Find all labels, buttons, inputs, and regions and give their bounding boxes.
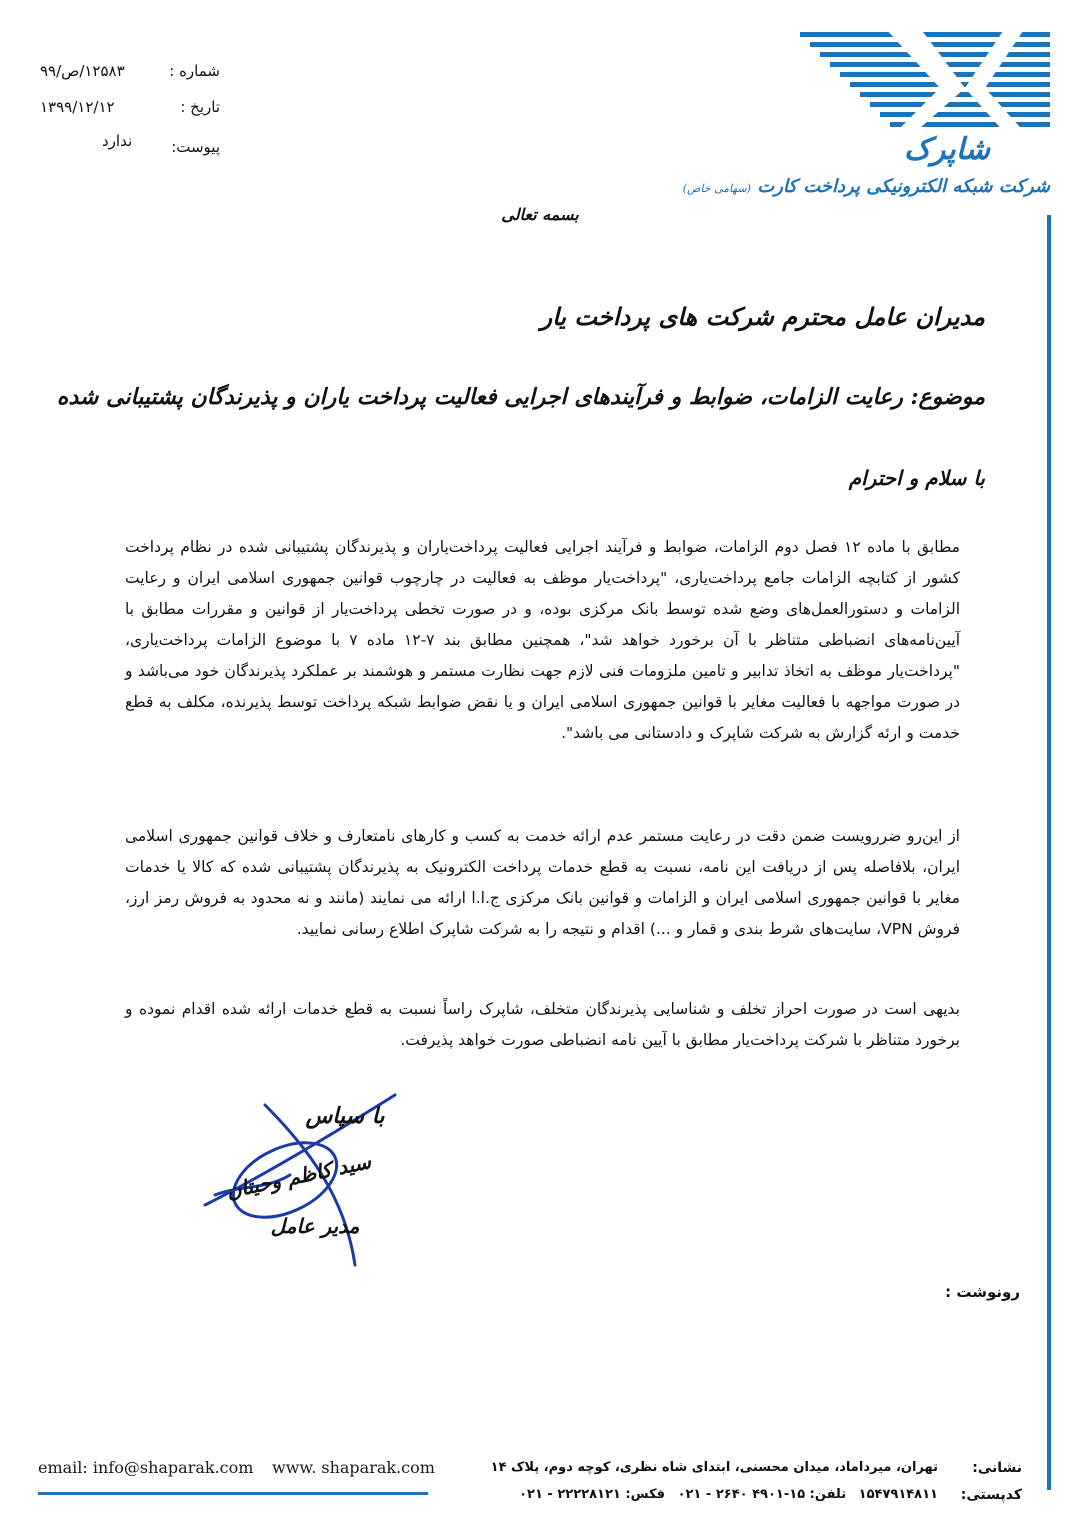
footer-postal-code: ۱۵۴۷۹۱۴۸۱۱ (858, 1487, 938, 1502)
date-label: تاریخ : (180, 98, 220, 116)
footer-phone: تلفن: ۱۵-۴۹۰۱ ۲۶۴۰ - ۰۲۱ (677, 1487, 847, 1502)
salutation: با سلام و احترام (848, 466, 985, 490)
number-value: ۱۲۵۸۳/ص/۹۹ (40, 62, 125, 80)
attachment-label: پیوست: (171, 138, 220, 156)
letter-date (20, 98, 220, 128)
logo-company-name (683, 176, 1050, 197)
subject: موضوع: رعایت الزامات، ضوابط و فرآیندهای اجرایی فعالیت پرداخت یاران و پذیرندگان پشتیبانی شده (56, 384, 985, 410)
footer-address: تهران، میرداماد، میدان محسنی، ابتدای شاه نظری، کوچه دوم، پلاک ۱۴ (490, 1460, 938, 1475)
signature-thanks: با سپاس (305, 1103, 385, 1129)
signature-title: مدیر عامل (270, 1214, 360, 1238)
attachment-value: ندارد (102, 132, 133, 150)
logo-company-note: (سهامی خاص) (682, 182, 751, 195)
footer-rule (38, 1492, 428, 1495)
logo-company-text: شرکت شبکه الکترونیکی پرداخت کارت (757, 176, 1050, 197)
body-paragraph: از این‌رو ضررویست ضمن دقت در رعایت مستمر عدم ارائه خدمت به کسب و کارهای نامتعارف و خلاف قوانین جمهوری اسلامی ایران، بلافاصله پس از دریافت این نامه، نسبت به قطع خدمات پرداخت الکترونیک به پذیرندگان پشتیبانی شده که کالا یا خدمات مغایر با قوانین جمهوری اسلامی ایران و الزامات و قوانین بانک مرکزی ج.ا.ا ارائه می نمایند (مانند و نه محدود به فروش رمز ارز، فروش VPN، سایت‌های شرط بندی و قمار و ...) اقدام و نتیجه را به شرکت شاپرک اطلاع رسانی نمایید. (125, 827, 960, 938)
footer-postal-label: کدپستی: (960, 1487, 1022, 1503)
shaparak-logo (682, 28, 1050, 203)
signature (195, 1085, 415, 1275)
body-paragraph: بدیهی است در صورت احراز تخلف و شناسایی پذیرندگان متخلف، شاپرک راساً نسبت به قطع خدمات ارائه شده اقدام نموده و برخورد متناظر با شرکت پرداخت‌یار مطابق با آیین نامه انضباطی صورت خواهد پذیرفت. (125, 1000, 960, 1049)
letter-attachment (20, 132, 220, 168)
logo-stripes-icon (790, 28, 1050, 148)
footer-email[interactable]: email: info@shaparak.com (38, 1458, 254, 1477)
invocation: بسمه تعالی (501, 205, 579, 224)
recipient: مدیران عامل محترم شرکت های پرداخت یار (540, 302, 985, 331)
footer-website[interactable]: www. shaparak.com (272, 1458, 435, 1477)
footer-fax: فکس: ۲۲۲۲۸۱۲۱ - ۰۲۱ (519, 1487, 666, 1502)
footer-contact (511, 1487, 938, 1502)
number-label: شماره : (169, 62, 220, 80)
date-value: ۱۳۹۹/۱۲/۱۲ (40, 98, 115, 116)
letter-number (20, 62, 220, 92)
body-paragraph: مطابق با ماده ۱۲ فصل دوم الزامات، ضوابط و فرآیند اجرایی فعالیت پرداخت‌یاران و پذیرندگان پشتیبانی شده در نظام پرداخت کشور از کتابچه الزامات جامع پرداخت‌یاری، "پرداخت‌یار موظف به فعالیت در چارچوب قوانین جمهوری اسلامی ایران و رعایت الزامات و دستورالعمل‌های وضع شده توسط بانک مرکزی بوده، و در صورت تخطی پرداخت‌یار از قوانین و مقررات مطابق با آیین‌نامه‌های انضباطی متناظر با آن برخورد خواهد شد"، همچنین مطابق بند ۷-۱۲ ماده ۷ با موضوع الزامات پرداخت‌یاری، "پرداخت‌یار موظف به اتخاذ تدابیر و تامین ملزومات فنی لازم جهت نظارت مستمر و هوشمند بر عملکرد پذیرندگان خود می‌باشد و در صورت مواجهه با فعالیت مغایر با قوانین جمهوری اسلامی ایران و یا نقض ضوابط شبکه پرداخت توسط پذیرنده، مکلف به قطع خدمت و ارئه گزارش به شرکت شاپرک و دادستانی می باشد". (125, 538, 961, 742)
logo-brand-name: شاپرک (903, 132, 990, 167)
margin-rule (1047, 215, 1051, 1490)
footer-address-label: نشانی: (972, 1460, 1022, 1476)
cc-label: رونوشت : (945, 1283, 1020, 1301)
signature-name: سید کاظم وحیتان (224, 1149, 373, 1204)
